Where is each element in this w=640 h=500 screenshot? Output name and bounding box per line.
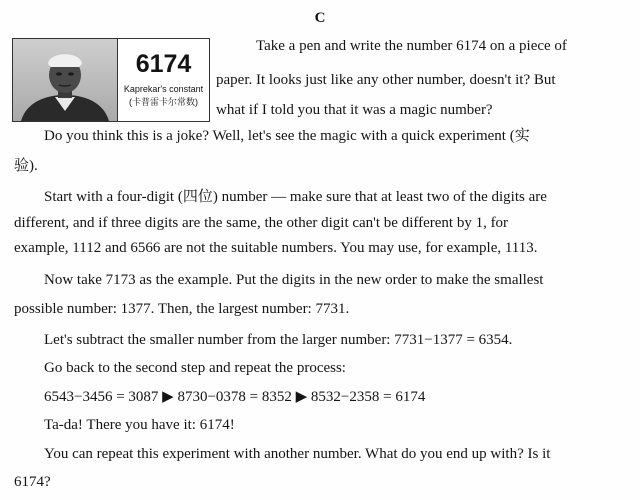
text-line: possible number: 1377. Then, the largest number: 7731. <box>14 301 350 317</box>
figure-caption-cn: (卡普雷卡尔常数) <box>129 96 198 107</box>
text-line: You can repeat this experiment with another number. What do you end up with? Is it <box>44 446 551 462</box>
text-line: different, and if three digits are the same, the other digit can't be different by 1, for <box>14 215 509 231</box>
text-line: Start with a four-digit (四位) number — make sure that at least two of the digits are <box>44 189 547 205</box>
kaprekar-portrait <box>13 39 117 121</box>
figure-number: 6174 <box>135 49 192 78</box>
text-line: Do you think this is a joke? Well, let's see the magic with a quick experiment (实 <box>44 128 530 144</box>
section-letter: C <box>314 10 326 26</box>
text-line: paper. It looks just like any other number, doesn't it? But <box>216 72 556 88</box>
equation-line: 6543−3456 = 3087 ▶ 8730−0378 = 8352 ▶ 8532−2358 = 6174 <box>44 389 426 405</box>
text-line: Now take 7173 as the example. Put the digits in the new order to make the smallest <box>44 272 544 288</box>
kaprekar-figure <box>12 38 210 122</box>
text-line: 验). <box>14 158 38 174</box>
figure-label-panel <box>117 39 209 121</box>
text-line: example, 1112 and 6566 are not the suitable numbers. You may use, for example, 1113. <box>14 240 538 256</box>
text-line: Go back to the second step and repeat the process: <box>44 360 346 376</box>
text-line: Ta-da! There you have it: 6174! <box>44 417 235 433</box>
text-line: what if I told you that it was a magic number? <box>216 102 493 118</box>
text-line: Take a pen and write the number 6174 on a piece of <box>256 38 567 54</box>
text-line: 6174? <box>14 474 51 490</box>
figure-caption-en: Kaprekar's constant <box>123 83 204 94</box>
text-line: Let's subtract the smaller number from the larger number: 7731−1377 = 6354. <box>44 332 513 348</box>
